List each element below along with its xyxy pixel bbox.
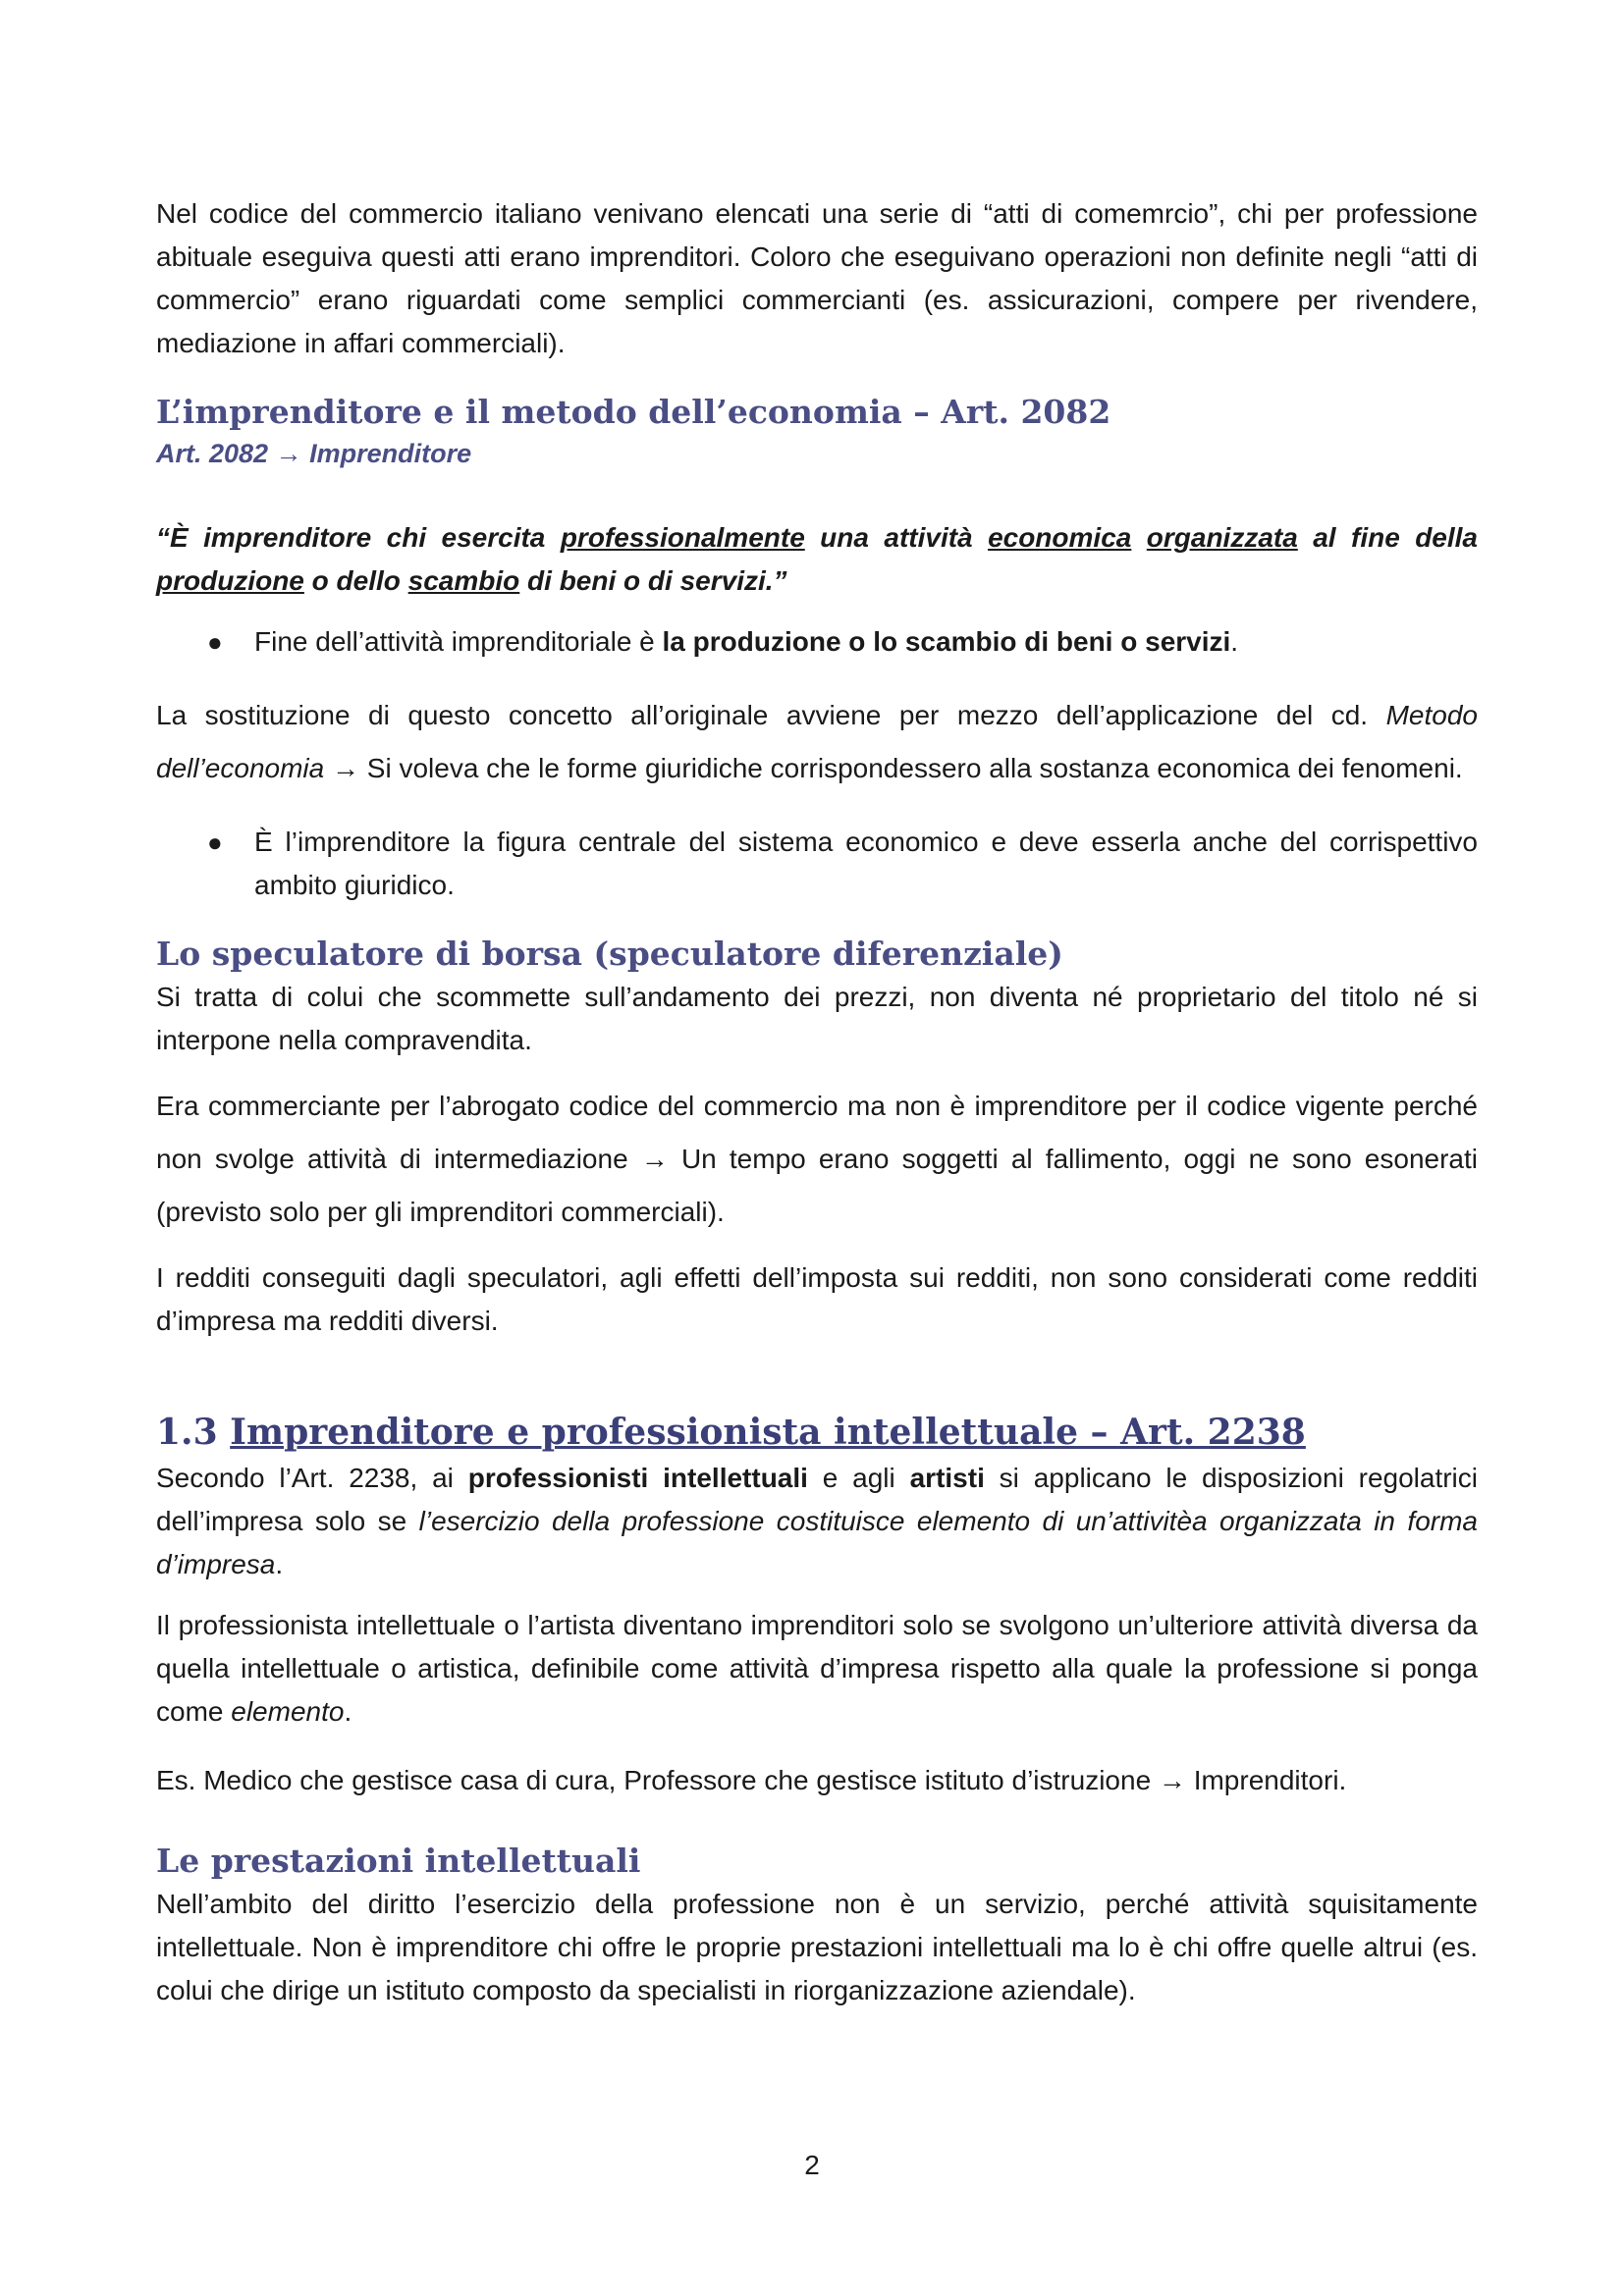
heading-imprenditore-metodo: L’imprenditore e il metodo dell’economia – Art. 2082 — [156, 393, 1111, 431]
paragraph-professionista: Il professionista intellettuale o l’artista diventano imprenditori solo se svolgono un’ulteriore attività diversa da quella intellettuale o artistica, definibile come attività d’impresa rispetto alla quale la professione si ponga come elemento. — [156, 1610, 1478, 1727]
heading-section-1-3: 1.3 Imprenditore e professionista intellettuale – Art. 2238 — [156, 1412, 1306, 1453]
paragraph-speculatore-definizione: Si tratta di colui che scommette sull’andamento dei prezzi, non diventa né proprietario del titolo né si interpone nella compravendita. — [156, 982, 1478, 1055]
bullet-icon: ● — [207, 627, 223, 657]
paragraph-esempio-medico: Es. Medico che gestisce casa di cura, Professore che gestisce istituto d’istruzione → Imprenditori. — [156, 1765, 1347, 1795]
bullet-list-fine — [156, 620, 1478, 664]
paragraph-atti-di-commercio: Nel codice del commercio italiano venivano elencati una serie di “atti di comemrcio”, chi per professione abituale eseguiva questi atti erano imprenditori. Coloro che eseguivano operazioni non definite negli “atti di commercio” erano riguardati come semplici commercianti (es. assicurazioni, compere per rivendere, mediazione in affari commerciali). — [156, 198, 1478, 358]
bullet-icon: ● — [207, 828, 223, 857]
paragraph-art-2238: Secondo l’Art. 2238, ai professionisti intellettuali e agli artisti si applicano le disposizioni regolatrici dell’impresa solo se l’esercizio della professione costituisce elemento di un’attivitèa organizzata in forma d’impresa. — [156, 1463, 1478, 1579]
heading-speculatore: Lo speculatore di borsa (speculatore diferenziale) — [156, 934, 1063, 973]
list-item: ● Fine dell’attività imprenditoriale è la produzione o lo scambio di beni o servizi. — [156, 620, 1478, 664]
paragraph-metodo-economia: La sostituzione di questo concetto all’originale avviene per mezzo dell’applicazione del cd. Metodo dell’economia → Si voleva che le forme giuridiche corrispondessero alla sostanza economica dei fenomeni. — [156, 700, 1478, 783]
list-item: ● È l’imprenditore la figura centrale del sistema economico e deve esserla anche del corrispettivo ambito giuridico. — [156, 821, 1478, 907]
bullet-list-figura-centrale — [156, 821, 1478, 907]
paragraph-speculatore-commerciante: Era commerciante per l’abrogato codice del commercio ma non è imprenditore per il codice vigente perché non svolge attività di intermediazione → Un tempo erano soggetti al fallimento, oggi ne sono esonerati (previsto solo per gli imprenditori commerciali). — [156, 1091, 1478, 1227]
paragraph-prestazioni: Nell’ambito del diritto l’esercizio della professione non è un servizio, perché attività squisitamente intellettuale. Non è imprenditore chi offre le proprie prestazioni intellettuali ma lo è chi offre quelle altrui (es. colui che dirige un istituto composto da specialisti in riorganizzazione aziendale). — [156, 1889, 1478, 2005]
document-page — [156, 192, 1478, 2012]
page-number: 2 — [804, 2150, 820, 2180]
heading-prestazioni: Le prestazioni intellettuali — [156, 1842, 641, 1880]
subheading-art-2082: Art. 2082 → Imprenditore — [156, 439, 472, 468]
paragraph-redditi: I redditi conseguiti dagli speculatori, agli effetti dell’imposta sui redditi, non sono considerati come redditi d’impresa ma redditi diversi. — [156, 1262, 1478, 1336]
quote-art-2082: “È imprenditore chi esercita professionalmente una attività economica organizzata al fine della produzione o dello scambio di beni o di servizi.” — [156, 522, 1478, 596]
